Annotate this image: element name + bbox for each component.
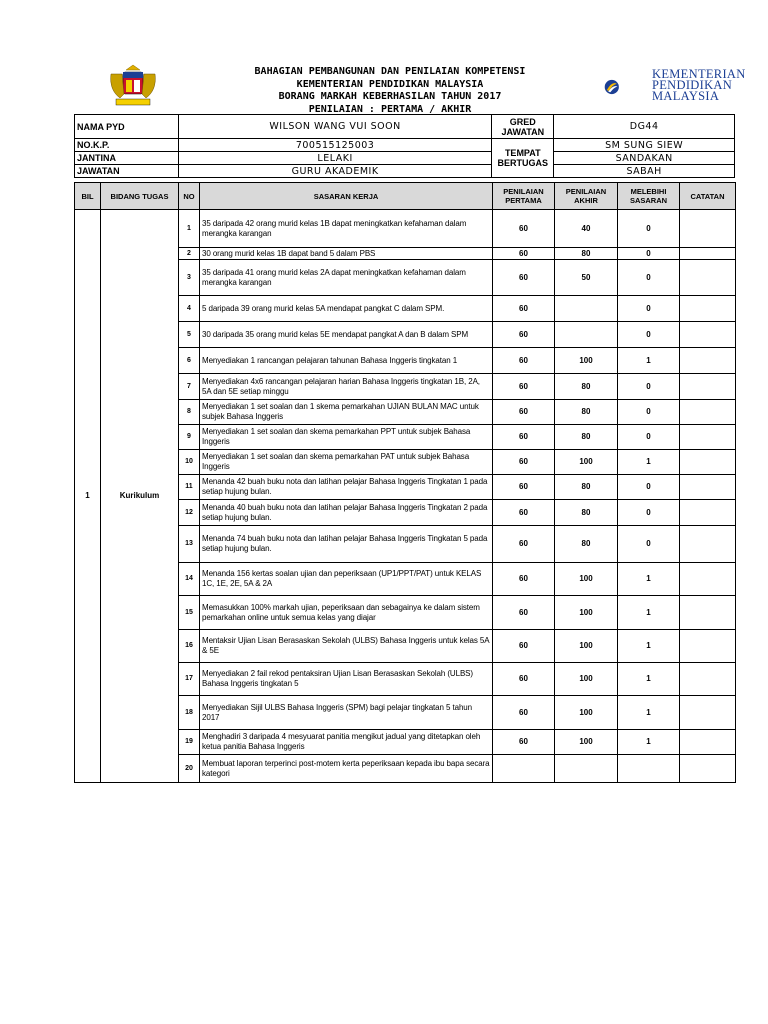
row-catatan [680,296,736,322]
row-sasaran-kerja: Memasukkan 100% markah ujian, peperiksaan dan sebagainya ke dalam sistem pemarkahan online untuk semua kelas yang diajar [200,596,493,630]
row-catatan [680,563,736,596]
gred-label: GRED JAWATAN [492,115,554,139]
row-no: 14 [179,563,200,596]
row-no: 9 [179,425,200,450]
row-penilaian-akhir [555,755,618,783]
row-penilaian-pertama: 60 [493,696,555,730]
row-penilaian-akhir: 100 [555,663,618,696]
kpm-logo-icon [604,66,650,108]
row-penilaian-pertama [493,755,555,783]
row-penilaian-pertama: 60 [493,322,555,348]
row-no: 16 [179,630,200,663]
row-sasaran-kerja: 35 daripada 41 orang murid kelas 2A dapat meningkatkan kefahaman dalam merangka karangan [200,260,493,296]
row-penilaian-pertama: 60 [493,526,555,563]
row-penilaian-pertama: 60 [493,260,555,296]
row-catatan [680,322,736,348]
row-penilaian-pertama: 60 [493,596,555,630]
row-melebihi-sasaran: 0 [618,500,680,526]
row-sasaran-kerja: Menyediakan 4x6 rancangan pelajaran harian Bahasa Inggeris tingkatan 1B, 2A, 5A dan 5E setiap minggu [200,374,493,400]
row-catatan [680,730,736,755]
nama-value: WILSON WANG VUI SOON [178,115,491,139]
row-melebihi-sasaran: 1 [618,696,680,730]
row-no: 15 [179,596,200,630]
row-catatan [680,348,736,374]
row-melebihi-sasaran [618,755,680,783]
row-catatan [680,526,736,563]
row-no: 7 [179,374,200,400]
row-catatan [680,663,736,696]
col-no: NO [179,183,200,210]
row-penilaian-pertama: 60 [493,248,555,260]
nama-label: NAMA PYD [75,115,179,139]
row-no: 4 [179,296,200,322]
col-penilaian-akhir: PENILAIAN AKHIR [555,183,618,210]
row-sasaran-kerja: 35 daripada 42 orang murid kelas 1B dapat meningkatkan kefahaman dalam merangka karangan [200,210,493,248]
row-catatan [680,450,736,475]
row-penilaian-akhir: 100 [555,696,618,730]
row-melebihi-sasaran: 0 [618,400,680,425]
row-penilaian-pertama: 60 [493,425,555,450]
row-penilaian-pertama: 60 [493,500,555,526]
row-no: 6 [179,348,200,374]
row-melebihi-sasaran: 1 [618,663,680,696]
row-sasaran-kerja: Menyediakan 1 set soalan dan skema pemarkahan PAT untuk subjek Bahasa Inggeris [200,450,493,475]
row-penilaian-pertama: 60 [493,348,555,374]
kpm-logo-line2: PENDIDIKAN [652,78,733,92]
row-penilaian-akhir: 100 [555,348,618,374]
row-no: 18 [179,696,200,730]
row-no: 17 [179,663,200,696]
row-no: 12 [179,500,200,526]
row-sasaran-kerja: Mentaksir Ujian Lisan Berasaskan Sekolah (ULBS) Bahasa Inggeris untuk kelas 5A & 5E [200,630,493,663]
row-melebihi-sasaran: 0 [618,475,680,500]
row-sasaran-kerja: Menyediakan 1 set soalan dan 1 skema pemarkahan UJIAN BULAN MAC untuk subjek Bahasa Inggeris [200,400,493,425]
row-melebihi-sasaran: 1 [618,596,680,630]
row-penilaian-pertama: 60 [493,630,555,663]
row-no: 13 [179,526,200,563]
row-melebihi-sasaran: 0 [618,374,680,400]
row-sasaran-kerja: Menyediakan Sijil ULBS Bahasa Inggeris (SPM) bagi pelajar tingkatan 5 tahun 2017 [200,696,493,730]
sasaran-kerja-table [74,182,736,783]
row-no: 3 [179,260,200,296]
row-no: 20 [179,755,200,783]
row-penilaian-pertama: 60 [493,374,555,400]
row-melebihi-sasaran: 1 [618,730,680,755]
row-no: 8 [179,400,200,425]
row-melebihi-sasaran: 0 [618,526,680,563]
col-bil: BIL [75,183,101,210]
col-bidang-tugas: BIDANG TUGAS [101,183,179,210]
nokp-label: NO.K.P. [75,139,179,152]
jawatan-label: JAWATAN [75,165,179,178]
row-sasaran-kerja: Menyediakan 1 rancangan pelajaran tahunan Bahasa Inggeris tingkatan 1 [200,348,493,374]
row-catatan [680,210,736,248]
row-melebihi-sasaran: 1 [618,348,680,374]
row-sasaran-kerja: 5 daripada 39 orang murid kelas 5A mendapat pangkat C dalam SPM. [200,296,493,322]
tempat-label: TEMPAT BERTUGAS [492,139,554,178]
col-sasaran-kerja: SASARAN KERJA [200,183,493,210]
row-sasaran-kerja: Membuat laporan terperinci post-motem kerta peperiksaan kepada ibu bapa secara kategori [200,755,493,783]
row-penilaian-pertama: 60 [493,730,555,755]
col-penilaian-pertama: PENILAIAN PERTAMA [493,183,555,210]
jantina-value: LELAKI [178,152,491,165]
row-sasaran-kerja: Menanda 42 buah buku nota dan latihan pelajar Bahasa Inggeris Tingkatan 1 pada setiap hujung bulan. [200,475,493,500]
row-penilaian-pertama: 60 [493,296,555,322]
jantina-label: JANTINA [75,152,179,165]
row-sasaran-kerja: Menyediakan 1 set soalan dan skema pemarkahan PPT untuk subjek Bahasa Inggeris [200,425,493,450]
row-no: 10 [179,450,200,475]
row-penilaian-akhir [555,296,618,322]
row-penilaian-pertama: 60 [493,400,555,425]
tempat-line-3: SABAH [554,165,735,178]
row-penilaian-pertama: 60 [493,450,555,475]
malaysia-coat-of-arms-icon [108,64,158,108]
header-line-4: PENILAIAN : PERTAMA / AKHIR [308,103,472,115]
row-penilaian-akhir: 80 [555,475,618,500]
row-catatan [680,400,736,425]
row-penilaian-pertama: 60 [493,663,555,696]
row-catatan [680,475,736,500]
group-bidang-tugas: Kurikulum [101,210,179,783]
row-catatan [680,596,736,630]
col-catatan: CATATAN [680,183,736,210]
row-catatan [680,425,736,450]
row-sasaran-kerja: Menyediakan 2 fail rekod pentaksiran Ujian Lisan Berasaskan Sekolah (ULBS) Bahasa Inggeris tingkatan 5 [200,663,493,696]
row-penilaian-akhir: 80 [555,500,618,526]
row-catatan [680,260,736,296]
row-sasaran-kerja: Menanda 156 kertas soalan ujian dan peperiksaan (UP1/PPT/PAT) untuk KELAS 1C, 1E, 2E, 5A & 2A [200,563,493,596]
group-bil: 1 [75,210,101,783]
kpm-logo-line3: MALAYSIA [652,89,720,103]
row-no: 11 [179,475,200,500]
row-penilaian-akhir: 100 [555,450,618,475]
row-penilaian-akhir: 80 [555,425,618,450]
gred-value: DG44 [554,115,735,139]
col-melebihi-sasaran: MELEBIHI SASARAN [618,183,680,210]
row-catatan [680,248,736,260]
row-no: 2 [179,248,200,260]
row-no: 1 [179,210,200,248]
row-melebihi-sasaran: 0 [618,260,680,296]
row-penilaian-akhir: 100 [555,596,618,630]
row-sasaran-kerja: 30 daripada 35 orang murid kelas 5E mendapat pangkat A dan B dalam SPM [200,322,493,348]
row-sasaran-kerja: Menghadiri 3 daripada 4 mesyuarat panitia mengikut jadual yang ditetapkan oleh ketua panitia Bahasa Inggeris [200,730,493,755]
nokp-value: 700515125003 [178,139,491,152]
row-melebihi-sasaran: 0 [618,322,680,348]
row-penilaian-akhir: 100 [555,730,618,755]
kpm-logo-line1: KEMENTERIAN [652,67,746,81]
row-penilaian-akhir: 50 [555,260,618,296]
header-line-2: KEMENTERIAN PENDIDIKAN MALAYSIA [296,78,484,90]
row-penilaian-akhir: 40 [555,210,618,248]
header-line-3: BORANG MARKAH KEBERHASILAN TAHUN 2017 [278,91,502,102]
row-penilaian-akhir: 100 [555,630,618,663]
info-table [74,114,735,178]
kpm-logo-text [652,69,746,102]
row-penilaian-akhir: 80 [555,374,618,400]
document-header [170,66,610,116]
row-penilaian-akhir [555,322,618,348]
row-melebihi-sasaran: 0 [618,248,680,260]
row-penilaian-akhir: 80 [555,400,618,425]
row-sasaran-kerja: 30 orang murid kelas 1B dapat band 5 dalam PBS [200,248,493,260]
row-melebihi-sasaran: 1 [618,630,680,663]
row-penilaian-pertama: 60 [493,475,555,500]
tempat-line-1: SM SUNG SIEW [554,139,735,152]
row-penilaian-pertama: 60 [493,563,555,596]
jawatan-value: GURU AKADEMIK [178,165,491,178]
header-line-1: BAHAGIAN PEMBANGUNAN DAN PENILAIAN KOMPETENSI [254,66,526,77]
row-melebihi-sasaran: 1 [618,450,680,475]
row-melebihi-sasaran: 0 [618,210,680,248]
row-penilaian-pertama: 60 [493,210,555,248]
table-row [75,210,736,248]
row-melebihi-sasaran: 1 [618,563,680,596]
row-catatan [680,500,736,526]
row-catatan [680,755,736,783]
row-no: 5 [179,322,200,348]
tempat-line-2: SANDAKAN [554,152,735,165]
row-melebihi-sasaran: 0 [618,296,680,322]
row-sasaran-kerja: Menanda 74 buah buku nota dan latihan pelajar Bahasa Inggeris Tingkatan 5 pada setiap hujung bulan. [200,526,493,563]
row-catatan [680,374,736,400]
row-sasaran-kerja: Menanda 40 buah buku nota dan latihan pelajar Bahasa Inggeris Tingkatan 2 pada setiap hujung bulan. [200,500,493,526]
row-penilaian-akhir: 80 [555,248,618,260]
row-catatan [680,696,736,730]
row-penilaian-akhir: 100 [555,563,618,596]
row-melebihi-sasaran: 0 [618,425,680,450]
row-no: 19 [179,730,200,755]
row-penilaian-akhir: 80 [555,526,618,563]
row-catatan [680,630,736,663]
